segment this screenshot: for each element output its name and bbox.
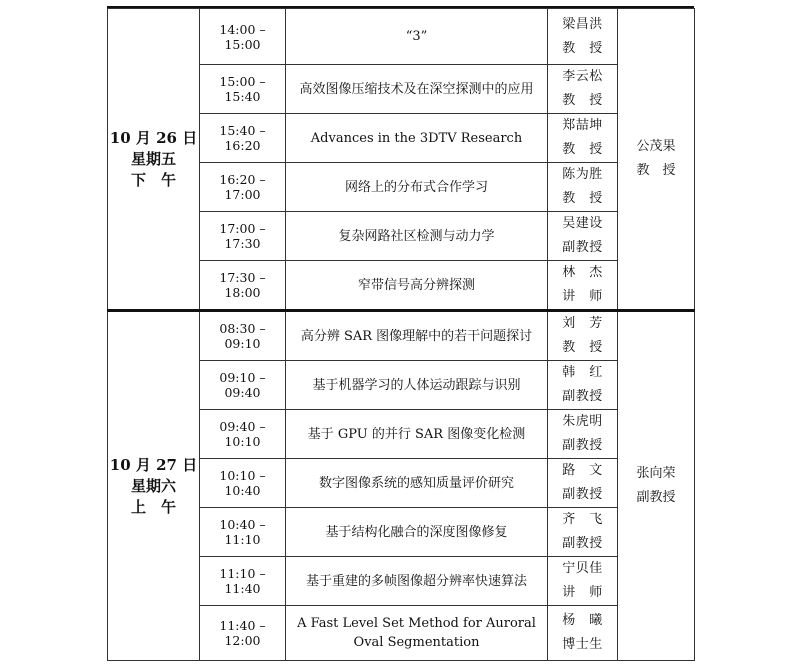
speaker-cell: [548, 508, 618, 557]
speaker-cell: [548, 114, 618, 163]
talk-title: 复杂网路社区检测与动力学: [286, 212, 548, 261]
speaker-name: 齐 飞: [562, 512, 603, 527]
talk-time: 11:40 – 12:00: [200, 606, 286, 661]
speaker-cell: [548, 9, 618, 65]
speaker-title: 讲 师: [562, 289, 603, 304]
talk-title: 基于结构化融合的深度图像修复: [286, 508, 548, 557]
speaker-name: 宁贝佳: [562, 561, 603, 576]
chair-name: 张向荣: [636, 466, 676, 481]
talk-time: 16:20 – 17:00: [200, 163, 286, 212]
talk-title: Advances in the 3DTV Research: [286, 114, 548, 163]
talk-title: “3”: [286, 9, 548, 65]
talk-time: 17:00 – 17:30: [200, 212, 286, 261]
speaker-cell: [548, 557, 618, 606]
session-day-cell: [108, 9, 200, 311]
talk-time: 14:00 – 15:00: [200, 9, 286, 65]
speaker-title: 副教授: [562, 240, 603, 255]
speaker-name: 陈为胜: [562, 167, 603, 182]
speaker-title: 教 授: [562, 340, 603, 355]
talk-time: 09:40 – 10:10: [200, 410, 286, 459]
session-chair-cell: [618, 311, 695, 661]
speaker-cell: [548, 410, 618, 459]
talk-time: 11:10 – 11:40: [200, 557, 286, 606]
speaker-name: 路 文: [562, 463, 603, 478]
chair-name: 公茂果: [636, 139, 676, 154]
session-date: 10 月 27 日: [109, 455, 198, 474]
speaker-title: 副教授: [562, 487, 603, 502]
speaker-name: 李云松: [562, 69, 603, 84]
speaker-cell: [548, 212, 618, 261]
speaker-name: 林 杰: [562, 265, 603, 280]
speaker-cell: [548, 361, 618, 410]
speaker-cell: [548, 606, 618, 661]
speaker-cell: [548, 163, 618, 212]
table-row: [108, 9, 695, 65]
session-period: 上 午: [130, 497, 176, 516]
speaker-title: 教 授: [562, 191, 603, 206]
talk-time: 15:00 – 15:40: [200, 65, 286, 114]
speaker-title: 博士生: [562, 637, 603, 652]
session-day-cell: [108, 311, 200, 661]
talk-time: 10:40 – 11:10: [200, 508, 286, 557]
speaker-title: 教 授: [562, 40, 603, 56]
table-row: [108, 311, 695, 361]
speaker-title: 讲 师: [562, 585, 603, 600]
session-weekday: 星期六: [130, 476, 176, 495]
chair-title: 副教授: [636, 490, 676, 505]
speaker-cell: [548, 459, 618, 508]
speaker-cell: [548, 311, 618, 361]
speaker-name: 吴建设: [562, 216, 603, 231]
talk-title: A Fast Level Set Method for Auroral Oval Segmentation: [286, 606, 548, 661]
session-weekday: 星期五: [130, 149, 176, 168]
speaker-name: 朱虎明: [562, 414, 603, 429]
talk-title: 基于 GPU 的并行 SAR 图像变化检测: [286, 410, 548, 459]
talk-time: 17:30 – 18:00: [200, 261, 286, 311]
speaker-name: 刘 芳: [562, 316, 603, 331]
speaker-title: 副教授: [562, 536, 603, 551]
speaker-name: 韩 红: [562, 365, 603, 380]
speaker-title: 副教授: [562, 389, 603, 404]
speaker-name: 杨 曦: [562, 613, 603, 628]
talk-title: 高效图像压缩技术及在深空探测中的应用: [286, 65, 548, 114]
session-chair-cell: [618, 9, 695, 311]
schedule-table: [107, 8, 695, 661]
speaker-title: 教 授: [562, 142, 603, 157]
talk-time: 09:10 – 09:40: [200, 361, 286, 410]
speaker-cell: [548, 261, 618, 311]
speaker-name: 梁昌洪: [562, 16, 603, 32]
talk-title: 数字图像系统的感知质量评价研究: [286, 459, 548, 508]
speaker-title: 副教授: [562, 438, 603, 453]
talk-time: 10:10 – 10:40: [200, 459, 286, 508]
chair-title: 教 授: [636, 163, 676, 178]
talk-title: 基于重建的多帧图像超分辨率快速算法: [286, 557, 548, 606]
speaker-cell: [548, 65, 618, 114]
speaker-name: 郑喆坤: [562, 118, 603, 133]
talk-time: 15:40 – 16:20: [200, 114, 286, 163]
talk-title: 高分辨 SAR 图像理解中的若干问题探讨: [286, 311, 548, 361]
talk-title: 网络上的分布式合作学习: [286, 163, 548, 212]
session-date: 10 月 26 日: [109, 128, 198, 147]
session-period: 下 午: [130, 170, 176, 189]
speaker-title: 教 授: [562, 93, 603, 108]
talk-title: 基于机器学习的人体运动跟踪与识别: [286, 361, 548, 410]
talk-title: 窄带信号高分辨探测: [286, 261, 548, 311]
talk-time: 08:30 – 09:10: [200, 311, 286, 361]
